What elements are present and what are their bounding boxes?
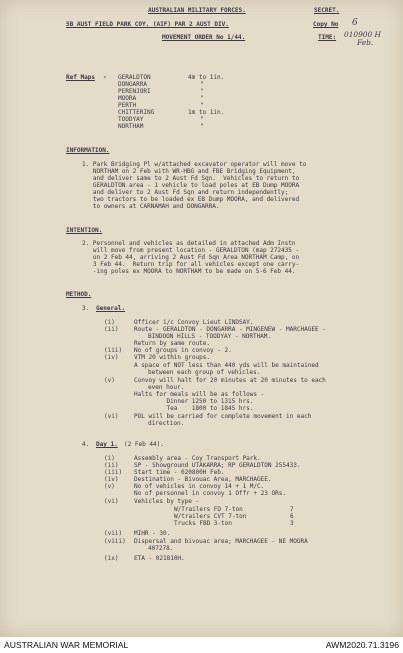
information-line: and deliver same to 2 Aust Fd Sqn. Vehicles to return to — [82, 175, 300, 182]
item-text: Dinner 1250 to 1315 hrs. — [152, 398, 254, 405]
vehicle-type: W/trailers CVT 7-ton — [174, 513, 247, 520]
archive-footer — [0, 637, 403, 653]
day-date: (2 Feb 44). — [124, 441, 164, 448]
information-line: NORTHAM on 2 Feb with WR-HBG and FBE Bridging Equipment, — [82, 168, 296, 175]
time-value: 010900 H — [344, 30, 382, 39]
general-heading: General. — [96, 305, 125, 312]
map-place: TOODYAY — [118, 116, 144, 123]
map-scale: 4m to 1in. — [188, 74, 225, 81]
footer-reference: AWM2020.71.3196 — [325, 640, 399, 650]
general-number: 3. — [82, 305, 90, 312]
secret-label: SECRET. — [314, 7, 340, 14]
map-place: PERTH — [118, 102, 137, 109]
time-label: TIME: — [318, 34, 337, 41]
map-scale: " — [200, 88, 204, 95]
item-number: (vi) — [104, 498, 119, 505]
map-scale: " — [200, 81, 204, 88]
information-line: GERALDTON area - 1 vehicle to load poles at EB Dump MOORA — [82, 182, 300, 189]
item-text: No of personnel in convoy 1 Offr + 23 ORs. — [134, 490, 286, 497]
information-heading: INFORMATION. — [66, 147, 110, 154]
map-place: PERENJORI — [118, 88, 151, 95]
information-line: and deliver to 2 Aust Fd Sqn and return independently; — [82, 189, 289, 196]
item-text: VTM 20 within groups. — [134, 354, 210, 361]
vehicle-count: 3 — [290, 520, 294, 527]
item-number: (iv) — [104, 354, 119, 361]
day-heading: Day 1. — [96, 441, 118, 448]
item-text: SP - Showground UTAKARRA; RP GERALDTON 255433. — [134, 462, 301, 469]
item-number: (iv) — [104, 476, 119, 483]
copy-label: Copy No — [313, 21, 339, 28]
item-text: BINDOON HILLS - TOODYAY - NORTHAM. — [148, 333, 272, 340]
ref-maps-label: Ref Maps — [66, 74, 95, 81]
item-number: (viii) — [104, 538, 126, 545]
map-scale: 1m to 1in. — [188, 109, 225, 116]
vehicle-type: W/Trailers FD 7-ton — [174, 506, 243, 513]
map-scale: " — [200, 123, 204, 130]
order-title: MOVEMENT ORDER No 1/44. — [162, 34, 246, 41]
item-text: 407278. — [148, 545, 174, 552]
intention-line: 2. Personnel and vehicles as detailed in attached Adm Instn — [82, 240, 296, 247]
item-text: Halts for meals will be as follows - — [134, 391, 265, 398]
item-text: Convoy will halt for 20 minutes at 20 minutes to each — [134, 377, 326, 384]
map-place: NORTHAM — [118, 123, 144, 130]
item-text: POL will be carried for complete movement in each — [134, 413, 312, 420]
item-number: (i) — [104, 455, 115, 462]
intention-heading: INTENTION. — [66, 227, 103, 234]
item-text: Return by same route. — [134, 340, 210, 347]
intention-line: -ing poles ex MOORA to NORTHAM to be made on 5-6 Feb 44. — [82, 268, 296, 275]
intention-line: on 2 Feb 44, arriving 2 Aust Fd Sqn Area NORTHAM Camp, on — [82, 254, 300, 261]
item-text: Tea 1800 to 1845 hrs. — [152, 405, 254, 412]
item-number: (v) — [104, 377, 115, 384]
item-number: (vi) — [104, 413, 119, 420]
item-text: A space of NOT less than 440 yds will be maintained — [134, 362, 319, 369]
map-place: DONGARRA — [118, 81, 147, 88]
map-scale: " — [200, 116, 204, 123]
item-text: Destination - Bivouac Area, MARCHAGEE. — [134, 476, 272, 483]
map-place: MOORA — [118, 95, 137, 102]
ref-maps-dash: - — [103, 74, 107, 81]
item-text: direction. — [148, 420, 185, 427]
vehicle-type: Trucks FBD 3-ton — [174, 520, 232, 527]
item-text: between each group of vehicles. — [148, 369, 261, 376]
item-text: Route - GERALDTON - DONGARRA - MINGENEW - MARCHAGEE - — [134, 326, 326, 333]
intention-line: 3 Feb 44. Return trip for all vehicles except one carry- — [82, 261, 300, 268]
item-text: Dispersal and bivouac area; MARCHAGEE - NE MOORA — [134, 538, 308, 545]
item-text: No of groups in convoy - 2. — [134, 347, 232, 354]
item-text: No of vehicles in convoy 14 + 1 M/C. — [134, 483, 265, 490]
footer-institution: AUSTRALIAN WAR MEMORIAL — [4, 640, 129, 650]
method-heading: METHOD. — [66, 291, 92, 298]
intention-line: will move from present location - GERALDTON (map 272435 - — [82, 247, 300, 254]
item-number: (ix) — [104, 555, 119, 562]
item-text: Assembly area - Coy Transport Park. — [134, 455, 261, 462]
map-place: GERALDTON — [118, 74, 151, 81]
item-number: (ii) — [104, 462, 119, 469]
item-text: even hour. — [148, 384, 185, 391]
map-place: CHITTERING — [118, 109, 155, 116]
item-text: Start time - 020800H Feb. — [134, 469, 225, 476]
item-number: (ii) — [104, 326, 119, 333]
item-text: Vehicles by type - — [134, 498, 200, 505]
map-scale: " — [200, 102, 204, 109]
org-heading: AUSTRALIAN MILITARY FORCES. — [148, 7, 246, 14]
item-number: (iii) — [104, 469, 123, 476]
item-text: ETA - 021810H. — [134, 555, 185, 562]
copy-number: 6 — [352, 18, 358, 28]
day-number: 4. — [82, 441, 90, 448]
item-number: (vii) — [104, 530, 123, 537]
item-number: (iii) — [104, 347, 123, 354]
information-line: 1. Park Bridging Pl w/attached excavator operator will move to — [82, 161, 307, 168]
item-text: Officer i/c Convoy Lieut LINDSAY. — [134, 319, 254, 326]
item-number: (i) — [104, 319, 115, 326]
unit-heading: 5B AUST FIELD PARK COY. (AIF) PAR 2 AUST DIV. — [66, 21, 229, 28]
item-text: MIHR - 30. — [134, 530, 171, 537]
item-number: (v) — [104, 483, 115, 490]
information-line: two tractors to be loaded ex EB Dump MOORA, and delivered — [82, 196, 300, 203]
map-scale: " — [200, 95, 204, 102]
vehicle-count: 6 — [290, 513, 294, 520]
vehicle-count: 7 — [290, 506, 294, 513]
information-line: to owners at CARNAMAH and DONGARRA. — [82, 203, 220, 210]
time-value-month: Feb. — [357, 38, 374, 47]
